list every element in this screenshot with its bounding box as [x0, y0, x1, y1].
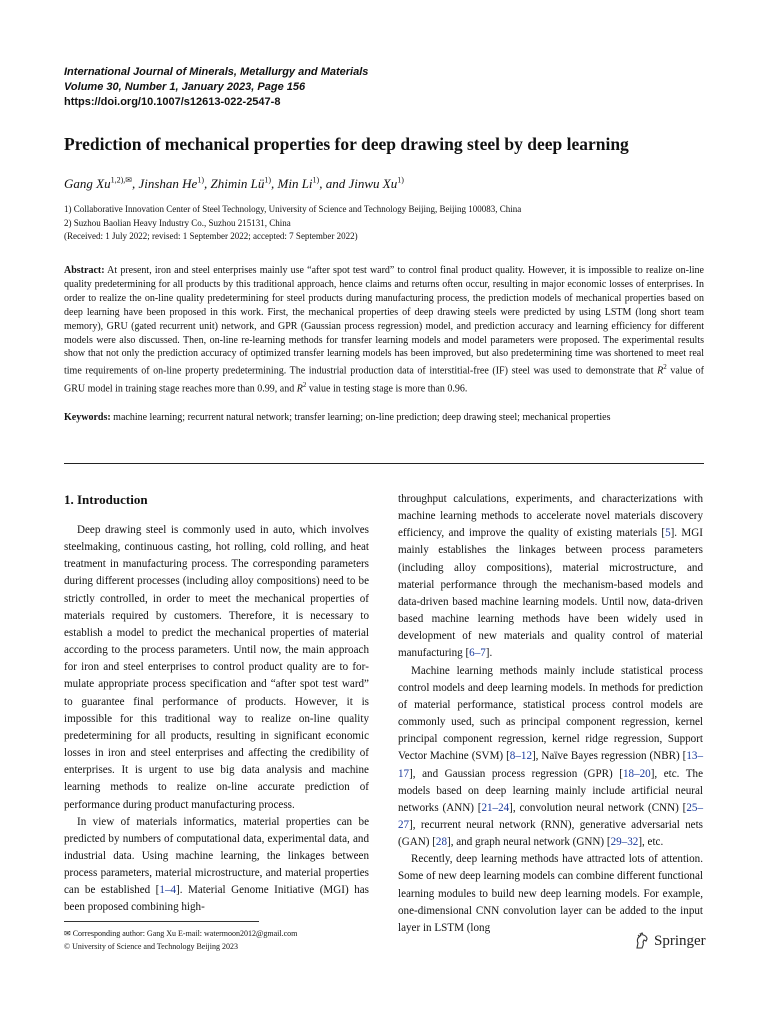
- right-column: [398, 491, 703, 937]
- citation-link[interactable]: 28: [435, 836, 447, 849]
- abstract-label: Abstract:: [64, 265, 105, 276]
- journal-doi[interactable]: https://doi.org/10.1007/s12613-022-2547-8: [64, 96, 281, 108]
- author-name: Zhimin Lü: [210, 176, 265, 191]
- corresponding-author: ✉ Corresponding author: Gang Xu E-mail: watermoon2012@gmail.com: [64, 929, 298, 938]
- envelope-icon: ✉: [125, 175, 132, 185]
- publisher-logo: [634, 930, 706, 952]
- footnote-divider: [64, 921, 259, 922]
- citation-link[interactable]: 25–27: [398, 801, 703, 831]
- keywords-text: machine learning; recurrent natural network; transfer learning; on-line prediction; deep drawing steel; mechanical properties: [110, 412, 611, 423]
- author-separator: ,: [204, 176, 211, 191]
- journal-volume: Volume 30, Number 1, January 2023, Page 156: [64, 81, 306, 93]
- citation-link[interactable]: 21–24: [481, 801, 510, 814]
- abstract-text: At present, iron and steel enterprises mainly use “after spot test ward” to control final product quality. However, it is impossible to realize on-line quality predetermining for all products by this traditional approach, hence claims and returns often occur, resulting in major economic losses of enterprises. In order to realize the on-line quality predetermining for steel products during manufacturing process, the prediction models of mechanical properties based on deep learning have been proposed in this work. First, the mechanical properties of deep drawing steels were predicted by using LSTM (long short team memory), GRU (gated recurrent unit) network, and GPR (Gaussian process regression) model, and prediction accuracy and learning efficiency for different models were also discussed. Then, on-line re-learning methods for transfer learning models and model parameters were proposed. The experimental results show that not only the prediction accuracy of optimized transfer learning models has been improved, but also predetermining time was shortened to meet real time requirements of on-line property predetermining. The industrial production data of interstitial-free (IF) steel was used to demonstrate that: [64, 265, 704, 377]
- citation-link[interactable]: 1–4: [159, 884, 177, 897]
- abstract-text: value of GRU model in training stage reaches more than 0.99, and: [64, 365, 704, 394]
- author-name: Gang Xu: [64, 176, 111, 191]
- left-column: [64, 491, 369, 917]
- section-divider: [64, 463, 704, 464]
- r-squared-symbol: R: [296, 382, 303, 394]
- author-separator: , and: [319, 176, 349, 191]
- r-squared-symbol: R: [657, 365, 664, 377]
- body-paragraph: In view of materials informatics, material properties can be predicted by numbers of computational data, experimental data, and industrial data. Using machine learning, the linkages between process parameters, material microstructure, and material properties can be established [1–4]. Material Genome Initiative (MGI) has been proposed combining high-: [64, 815, 369, 914]
- received-dates: (Received: 1 July 2022; revised: 1 September 2022; accepted: 7 September 2022): [64, 231, 358, 241]
- author-name: Jinwu Xu: [348, 176, 398, 191]
- author-list: [64, 174, 704, 194]
- author-affiliation-mark: 1): [312, 175, 320, 185]
- author-separator: ,: [131, 176, 139, 191]
- author-name: Min Li: [277, 176, 313, 191]
- footnote: [64, 927, 384, 953]
- publisher-name: Springer: [654, 932, 706, 949]
- body-paragraph: throughput calculations, experiments, and characterizations with machine learning methods to accelerate novel materials discovery efficiency, and improve the quality of existing materials [5]. MGI mainly establishes the linkages between process parameters (including alloy compositions), material microstructure, and material performance through the mechanism-based models and data-driven based machine learning models. Until now, data-driven based machine learning methods have been widely used in development of new materials and quality control of material manufacturing [6–7].: [398, 493, 703, 660]
- citation-link[interactable]: 5: [665, 527, 671, 540]
- body-paragraph: Recently, deep learning methods have attracted lots of attention. Some of new deep learning models can combine different functional learning modules to build new deep learning models. For example, one-dimensional CNN convolution layer can be added to the input layer in LSTM (long: [398, 853, 703, 934]
- section-heading: 1. Introduction: [64, 492, 148, 507]
- article-title: Prediction of mechanical properties for deep drawing steel by deep learning: [64, 134, 629, 154]
- copyright-notice: © University of Science and Technology Beijing 2023: [64, 942, 239, 951]
- abstract: [64, 264, 704, 396]
- keywords-label: Keywords:: [64, 412, 111, 423]
- superscript-2: 2: [302, 380, 307, 389]
- citation-link[interactable]: 29–32: [610, 836, 639, 849]
- body-paragraph: Machine learning methods mainly include statistical process control models and deep learning models. In methods for prediction of material performance, statistical process control models are commonly used, such as principal component regression, kernel principal component regression, kernel ridge regression, Support Vector Machine (SVM) [8–12], Naïve Bayes regression (NBR) [13–17], and Gaussian process regression (GPR) [18–20], etc. The models based on deep learning mainly include artificial neural networks (ANN) [21–24], convolution neural network (CNN) [25–27], recurrent neural network (RNN), generative adversarial nets (GAN) [28], and graph neural network (GNN) [29–32], etc.: [398, 664, 704, 849]
- superscript-2: 2: [663, 363, 667, 372]
- author-affiliation-mark: 1): [397, 175, 404, 185]
- author-name: Jinshan He: [138, 176, 198, 191]
- citation-link[interactable]: 8–12: [509, 750, 532, 763]
- journal-header: [64, 65, 704, 110]
- affiliation-1: 1) Collaborative Innovation Center of Steel Technology, University of Science and Technology Beijing, Beijing 100083, China: [64, 204, 522, 214]
- body-paragraph: Deep drawing steel is commonly used in auto, which involves steelmaking, continuous casting, hot rolling, cold rolling, and heat treatment in manufacturing process. The corresponding parameters during different processes (including alloy compositions) need to be strictly controlled, in order to meet the mechanical properties of materials required by customers. Therefore, it is necessary to establish a model to predict the mechanical properties of material according to the process parameters. Until now, the main approach for iron and steel enterprises to control product quality are to formulate appropriate process specification and “after spot test ward” to guarantee final performance of products. However, it is impossible for this traditional way to realize on-line quality predetermining for all products, resulting in significant economic losses in iron and steel enterprises and affecting the credibility of enterprises. It is urgent to use big data analysis and machine learning methods to realize on-line accurate prediction of performance during product manufacturing process.: [64, 524, 369, 811]
- author-affiliation-mark: 1,2),✉: [110, 175, 132, 185]
- citation-link[interactable]: 18–20: [622, 767, 651, 780]
- author-affiliation-mark: 1): [197, 175, 204, 185]
- affiliation-2: 2) Suzhou Baolian Heavy Industry Co., Suzhou 215131, China: [64, 217, 291, 228]
- keywords: [64, 411, 704, 425]
- author-affiliation-mark: 1): [264, 175, 271, 185]
- abstract-text: value in testing stage is more than 0.96.: [306, 382, 468, 394]
- citation-link[interactable]: 13–17: [398, 750, 703, 780]
- journal-name: International Journal of Minerals, Metallurgy and Materials: [64, 66, 369, 78]
- affiliations: [64, 203, 704, 244]
- author-separator: ,: [271, 176, 278, 191]
- citation-link[interactable]: 6–7: [469, 647, 486, 660]
- springer-horse-icon: [634, 932, 650, 950]
